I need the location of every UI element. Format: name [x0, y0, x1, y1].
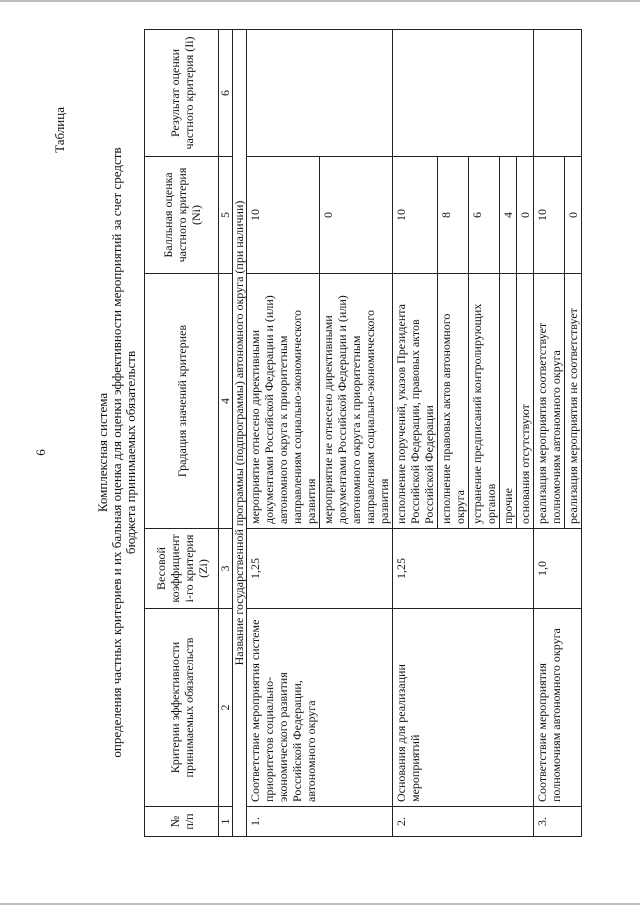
- score-cell: 4: [500, 157, 517, 274]
- criterion-cell: Соответствие мероприятия полномочиям автономного округа: [534, 609, 582, 807]
- gradation-cell: реализация мероприятия не соответствует: [565, 274, 582, 529]
- table-row: [534, 30, 565, 837]
- gradation-cell: основания отсутствуют: [517, 274, 534, 529]
- column-number: 3: [219, 529, 233, 609]
- gradation-cell: мероприятие не отнесено директивными документами Российской Федерации и (или) автономного округа к приоритетным направлениям социально-экономического развития: [320, 274, 393, 529]
- program-name: Название государственной программы (подпрограммы) автономного округа (при наличии): [233, 30, 247, 837]
- table-caption: Таблица: [52, 107, 67, 153]
- row-number: 1.: [247, 807, 393, 837]
- title-line-1: Комплексная система: [95, 392, 110, 513]
- score-cell: 8: [438, 157, 469, 274]
- title-line-3: бюджета принимаемых обязательств: [123, 350, 138, 555]
- header-score: Балльная оценка частного критерия (Ni): [145, 157, 219, 274]
- criterion-cell: Основания для реализации мероприятий: [393, 609, 534, 807]
- table-row: [247, 30, 320, 837]
- weight-cell: 1,0: [534, 529, 582, 609]
- score-cell: 6: [469, 157, 500, 274]
- gradation-cell: прочие: [500, 274, 517, 529]
- gradation-cell: устранение предписаний контролирующих органов: [469, 274, 500, 529]
- weight-cell: 1,25: [393, 529, 534, 609]
- column-number: 1: [219, 807, 233, 837]
- gradation-cell: исполнение поручений, указов Президента Российской Федерации, правовых актов Российской Федерации: [393, 274, 438, 529]
- header-criteria: Критерии эффективности принимаемых обязательств: [145, 609, 219, 807]
- program-row: [233, 30, 247, 837]
- gradation-cell: исполнение правовых актов автономного округа: [438, 274, 469, 529]
- header-gradation: Градация значений критериев: [145, 274, 219, 529]
- criteria-table: [144, 29, 582, 837]
- score-cell: 10: [534, 157, 565, 274]
- column-number: 2: [219, 609, 233, 807]
- criterion-cell: Соответствие мероприятия системе приоритетов социально-экономического развития Российской Федерации, автономного округа: [247, 609, 393, 807]
- score-cell: 10: [247, 157, 320, 274]
- column-numbers-row: [219, 30, 233, 837]
- gradation-cell: мероприятие отнесено директивными документами Российской Федерации и (или) автономного округа к приоритетным направлениям социально-экономического развития: [247, 274, 320, 529]
- header-num: № п/п: [145, 807, 219, 837]
- column-number: 4: [219, 274, 233, 529]
- title-line-2: определения частных критериев и их бальная оценка для оценки эффективности мероприятий за счет средств: [109, 147, 124, 758]
- header-weight: Весовой коэффициент i-го критерия (Zi): [145, 529, 219, 609]
- gradation-cell: реализация мероприятия соответствует полномочиям автономного округа: [534, 274, 565, 529]
- column-number: 6: [219, 30, 233, 157]
- table-row: [393, 30, 438, 837]
- header-row: [145, 30, 219, 837]
- result-cell: [534, 30, 582, 157]
- document-title: [96, 0, 138, 905]
- score-cell: 10: [393, 157, 438, 274]
- column-number: 5: [219, 157, 233, 274]
- header-result: Результат оценки частного критерия (Ii): [145, 30, 219, 157]
- row-number: 3.: [534, 807, 582, 837]
- result-cell: [393, 30, 534, 157]
- result-cell: [247, 30, 393, 157]
- score-cell: 0: [565, 157, 582, 274]
- page-number: 6: [33, 449, 48, 456]
- weight-cell: 1,25: [247, 529, 393, 609]
- score-cell: 0: [320, 157, 393, 274]
- row-number: 2.: [393, 807, 534, 837]
- score-cell: 0: [517, 157, 534, 274]
